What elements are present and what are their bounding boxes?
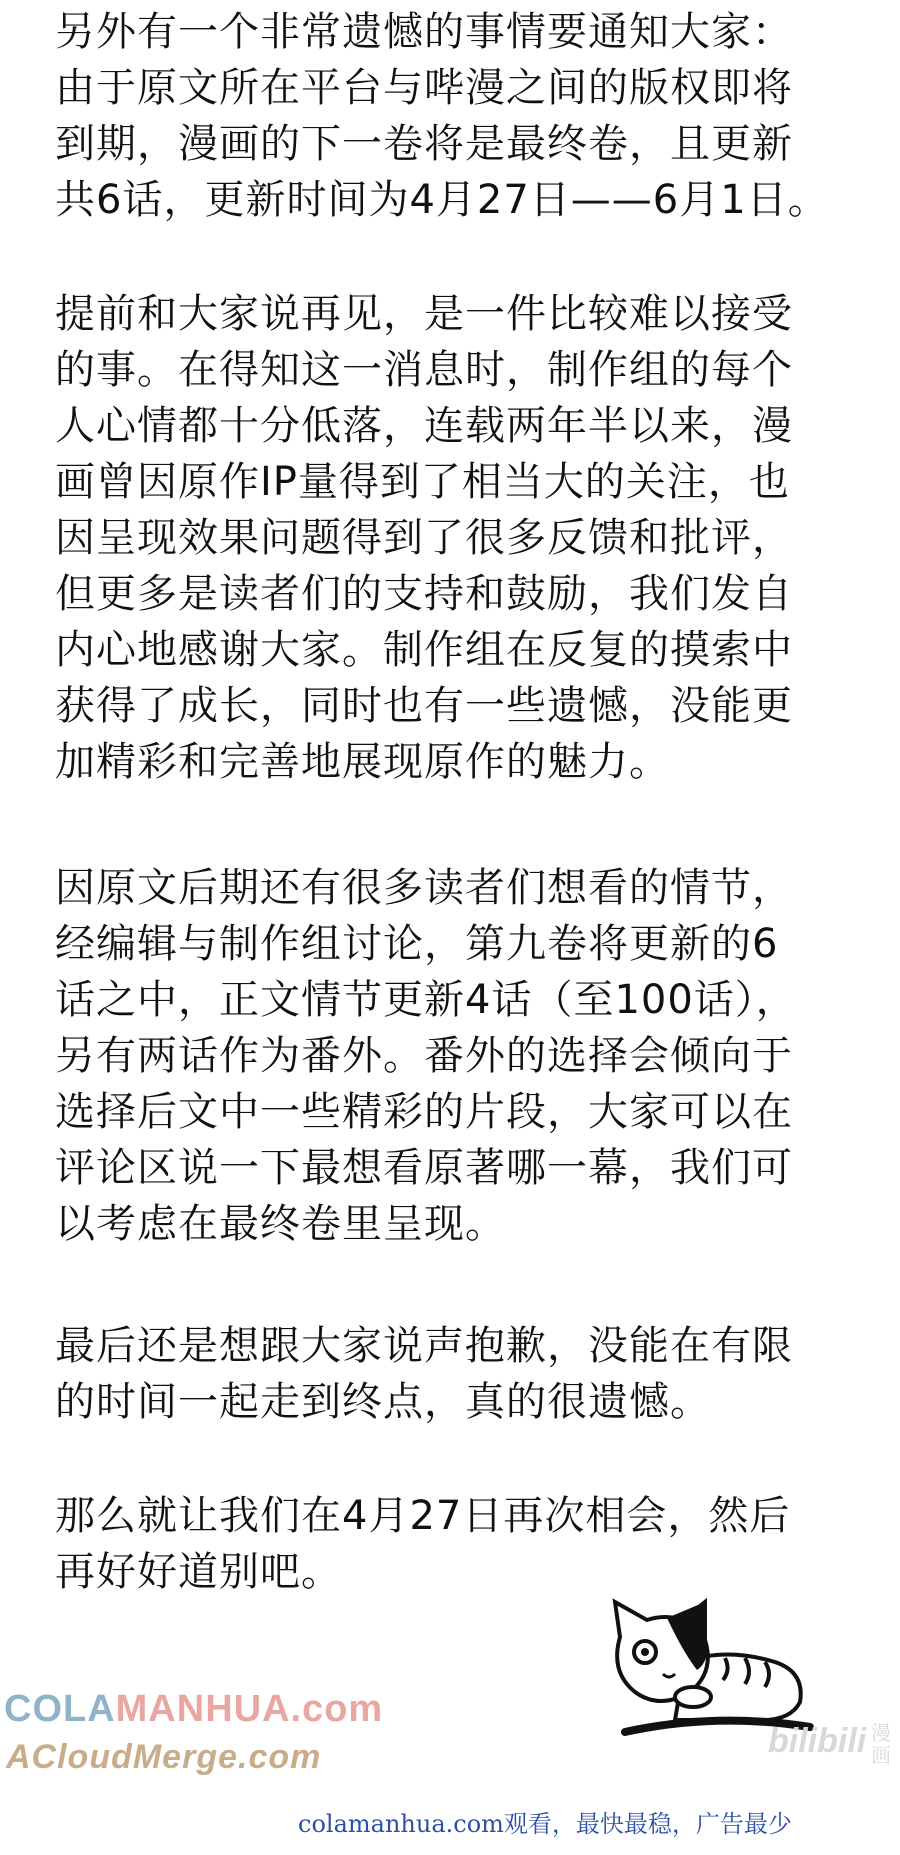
watermark-colamanhua <box>4 1688 383 1731</box>
bilibili-logo: bilibili <box>768 1722 867 1760</box>
text-line: 由于原文所在平台与哔漫之间的版权即将 <box>55 65 793 111</box>
text-line: 加精彩和完善地展现原作的魅力。 <box>55 739 670 785</box>
footer-ad-text: colamanhua.com观看，最快最稳，广告最少 <box>298 1810 792 1838</box>
cat-mascot-icon <box>605 1592 825 1742</box>
text-line: 经编辑与制作组讨论，第九卷将更新的6 <box>55 921 779 967</box>
text-line: 评论区说一下最想看原著哪一幕，我们可 <box>55 1145 793 1191</box>
paragraph-5 <box>55 1488 790 1600</box>
text-line: 获得了成长，同时也有一些遗憾，没能更 <box>55 683 793 729</box>
text-line: 话之中，正文情节更新4话（至100话）， <box>55 977 797 1023</box>
paragraph-2 <box>55 286 793 790</box>
text-line: 那么就让我们在4月27日再次相会，然后 <box>55 1493 791 1539</box>
text-line: 因呈现效果问题得到了很多反馈和批评， <box>55 515 793 561</box>
text-line: 因原文后期还有很多读者们想看的情节， <box>55 865 793 911</box>
watermark-part-b: MANHUA.com <box>115 1688 384 1730</box>
text-line: 画曾因原作IP量得到了相当大的关注，也 <box>55 459 790 505</box>
text-line: 的时间一起走到终点，真的很遗憾。 <box>55 1379 711 1425</box>
paragraph-1 <box>55 4 829 228</box>
bilibili-manhua-label: 漫画 <box>871 1721 891 1767</box>
text-line: 人心情都十分低落，连载两年半以来，漫 <box>55 403 793 449</box>
text-line: 共6话，更新时间为4月27日——6月1日。 <box>55 177 829 223</box>
text-line: 到期，漫画的下一卷将是最终卷，且更新 <box>55 121 793 167</box>
text-line: 以考虑在最终卷里呈现。 <box>55 1201 506 1247</box>
text-line: 选择后文中一些精彩的片段，大家可以在 <box>55 1089 793 1135</box>
text-line: 最后还是想跟大家说声抱歉，没能在有限 <box>55 1323 793 1369</box>
text-line: 另外有一个非常遗憾的事情要通知大家： <box>55 9 793 55</box>
text-line: 的事。在得知这一消息时，制作组的每个 <box>55 347 793 393</box>
text-line: 内心地感谢大家。制作组在反复的摸索中 <box>55 627 793 673</box>
text-line: 另有两话作为番外。番外的选择会倾向于 <box>55 1033 793 1079</box>
paragraph-4 <box>55 1318 793 1430</box>
watermark-part-a: COLA <box>4 1688 116 1730</box>
watermark-acloudmerge: ACloudMerge.com <box>6 1738 322 1776</box>
paragraph-3 <box>55 860 797 1252</box>
text-line: 提前和大家说再见，是一件比较难以接受 <box>55 291 793 337</box>
text-line: 再好好道别吧。 <box>55 1549 342 1595</box>
text-line: 但更多是读者们的支持和鼓励，我们发自 <box>55 571 793 617</box>
